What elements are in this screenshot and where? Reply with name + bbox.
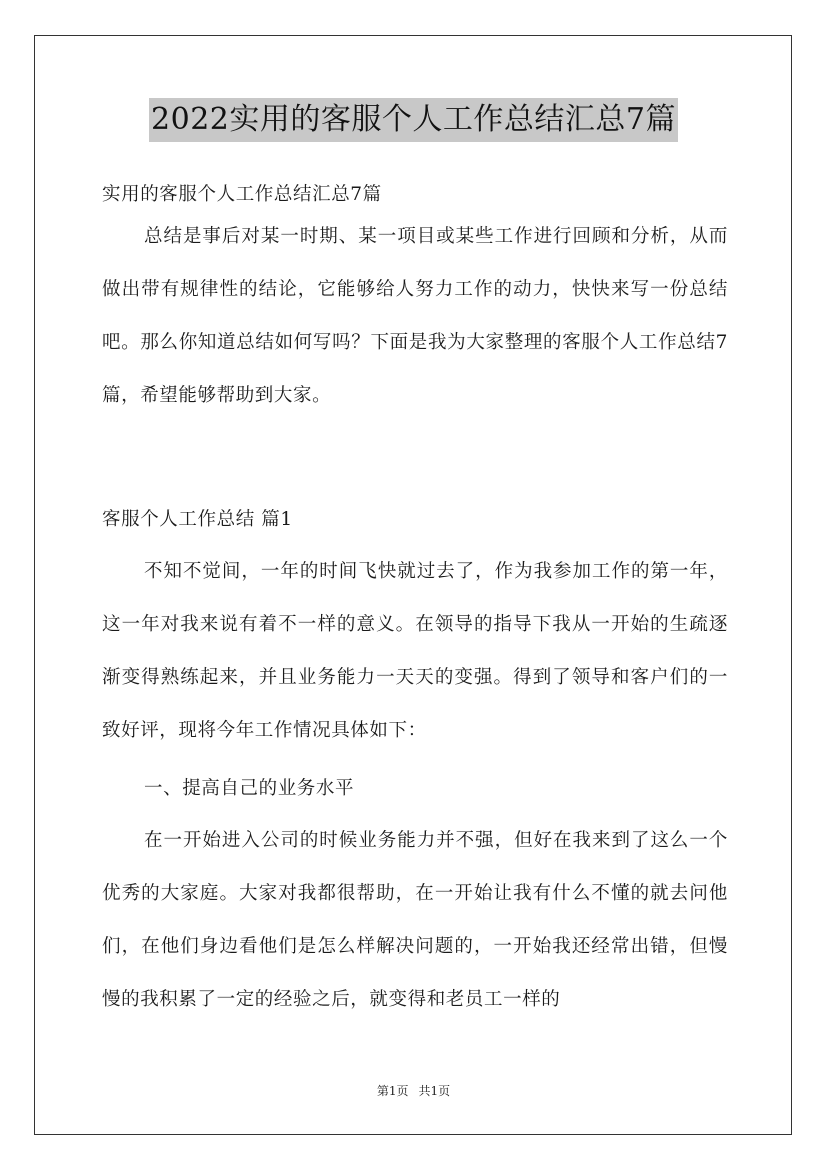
- page-footer: [0, 1082, 827, 1099]
- intro-paragraph: 总结是事后对某一时期、某一项目或某些工作进行回顾和分析，从而做出带有规律性的结论，它能够给人努力工作的动力，快快来写一份总结吧。那么你知道总结如何写吗？下面是我为大家整理的客服个人工作总结7篇，希望能够帮助到大家。: [102, 226, 728, 406]
- section-heading: 客服个人工作总结 篇1: [102, 509, 293, 530]
- item-body-paragraph: 在一开始进入公司的时候业务能力并不强，但好在我来到了这么一个优秀的大家庭。大家对我都很帮助，在一开始让我有什么不懂的就去问他们，在他们身边看他们是怎么样解决问题的，一开始我还经常出错，但慢慢的我积累了一定的经验之后，就变得和老员工一样的: [102, 830, 728, 1010]
- document-subtitle: 实用的客服个人工作总结汇总7篇: [102, 184, 382, 205]
- title-container: [0, 98, 827, 142]
- page-total: 共1页: [418, 1084, 451, 1098]
- page-number: 第1页: [376, 1084, 409, 1098]
- document-title: 2022实用的客服个人工作总结汇总7篇: [149, 98, 678, 142]
- section-body-paragraph: 不知不觉间，一年的时间飞快就过去了，作为我参加工作的第一年，这一年对我来说有着不一样的意义。在领导的指导下我从一开始的生疏逐渐变得熟练起来，并且业务能力一天天的变强。得到了领导和客户们的一致好评，现将今年工作情况具体如下：: [102, 561, 728, 741]
- item-heading: 一、提高自己的业务水平: [144, 778, 355, 799]
